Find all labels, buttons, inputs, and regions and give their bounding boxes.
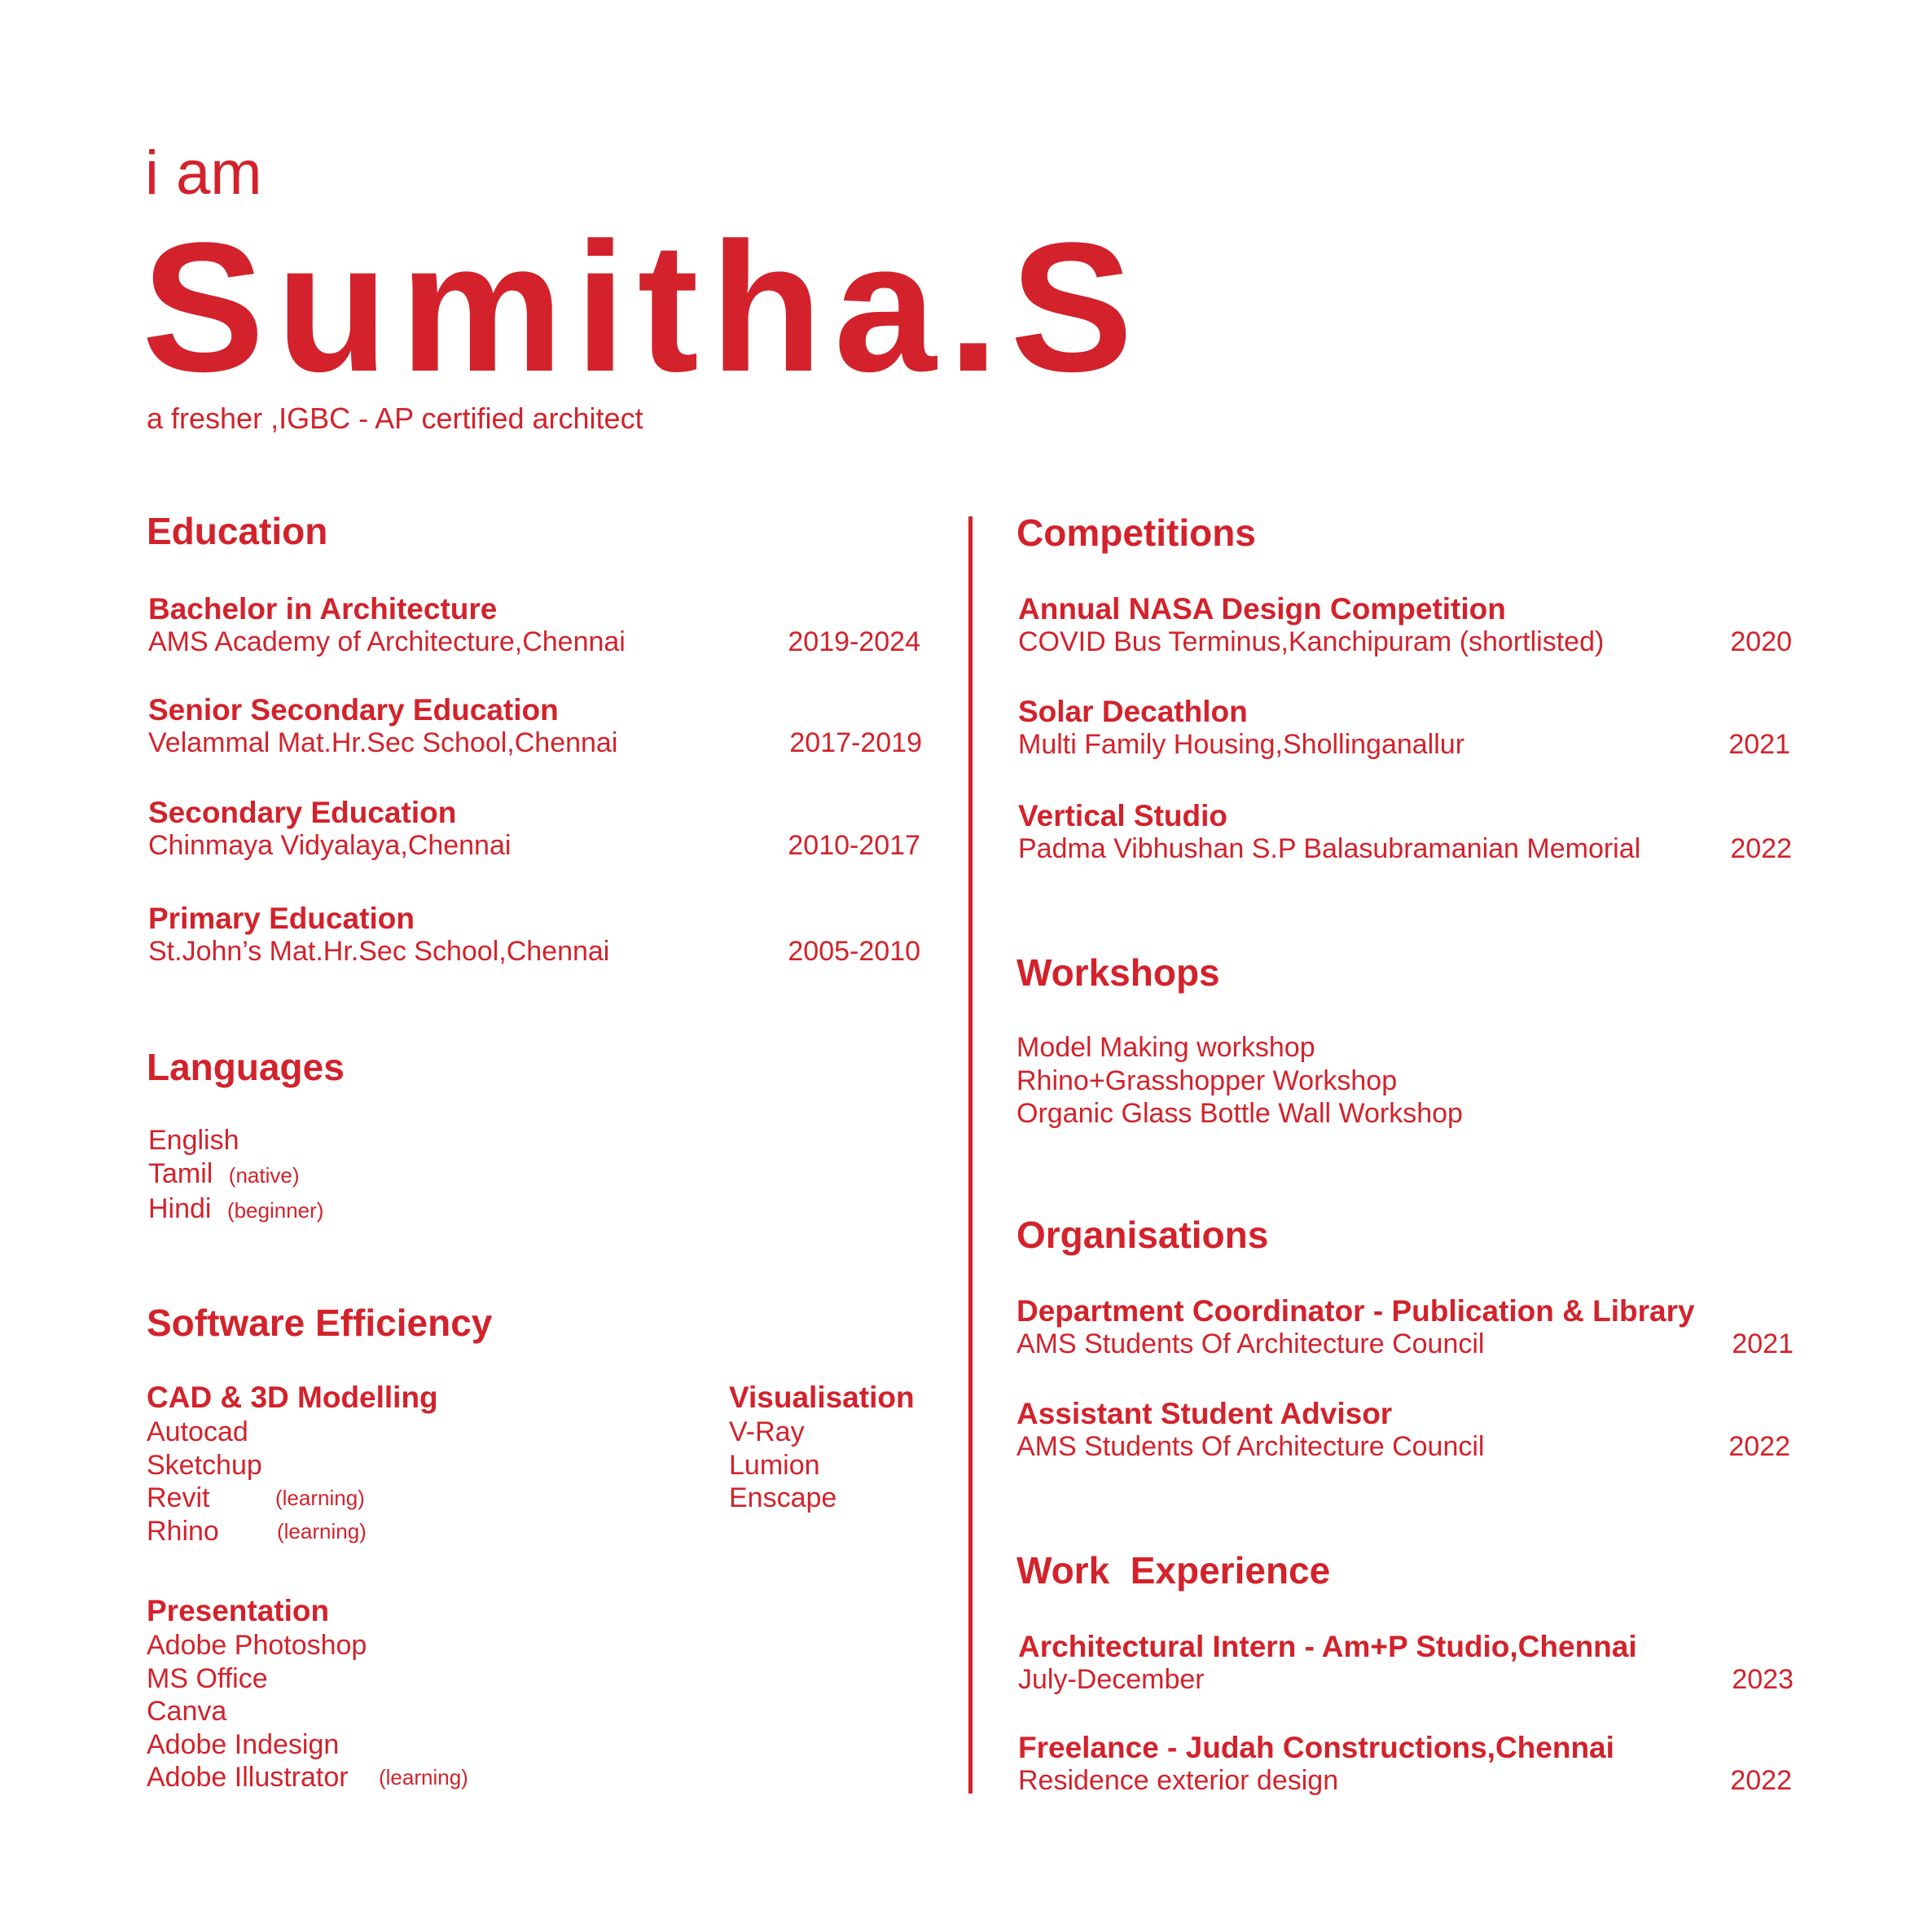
education-place: Velammal Mat.Hr.Sec School,Chennai	[148, 727, 618, 758]
visualisation-list	[729, 1416, 836, 1515]
cad-list	[147, 1416, 472, 1548]
organisation-year: 2022	[1728, 1431, 1790, 1462]
tagline: a fresher ,IGBC - AP certified architect	[147, 402, 643, 435]
education-title: Bachelor in Architecture	[148, 592, 498, 626]
workshop-item: Model Making workshop	[1016, 1032, 1315, 1063]
language-name: Tamil	[148, 1157, 213, 1189]
education-years: 2019-2024	[788, 626, 920, 657]
software-item	[147, 1482, 472, 1515]
competition-year: 2022	[1730, 833, 1792, 864]
work-year: 2023	[1732, 1664, 1794, 1695]
presentation-heading: Presentation	[147, 1594, 330, 1627]
software-name: Rhino	[147, 1515, 219, 1547]
competition-title: Annual NASA Design Competition	[1018, 592, 1506, 626]
organisation-detail: AMS Students Of Architecture Council	[1016, 1431, 1485, 1462]
competition-detail: COVID Bus Terminus,Kanchipuram (shortlisted)	[1018, 626, 1605, 657]
language-level: (native)	[228, 1162, 300, 1188]
organisation-year: 2021	[1732, 1328, 1794, 1359]
workshops-list	[1016, 1031, 1463, 1131]
work-heading: Work Experience	[1016, 1549, 1331, 1592]
workshops-heading: Workshops	[1016, 951, 1220, 994]
education-title: Primary Education	[148, 902, 415, 935]
competition-year: 2020	[1730, 626, 1792, 657]
software-item	[147, 1416, 472, 1449]
language-item	[148, 1124, 323, 1157]
software-item	[147, 1662, 554, 1696]
competition-detail: Padma Vibhushan S.P Balasubramanian Memorial	[1018, 833, 1641, 864]
software-item: V-Ray	[729, 1416, 805, 1447]
language-name: English	[148, 1125, 239, 1156]
education-place: St.John’s Mat.Hr.Sec School,Chennai	[148, 936, 610, 967]
person-name: Sumitha.S	[142, 204, 1145, 410]
software-name: Revit	[147, 1482, 210, 1513]
presentation-list	[147, 1629, 554, 1794]
workshop-item: Rhino+Grasshopper Workshop	[1016, 1065, 1398, 1096]
education-place: Chinmaya Vidyalaya,Chennai	[148, 830, 512, 861]
software-item	[147, 1761, 554, 1794]
software-note: (learning)	[275, 1486, 365, 1510]
languages-heading: Languages	[147, 1046, 345, 1088]
software-heading: Software Efficiency	[147, 1302, 493, 1344]
software-item	[147, 1629, 554, 1662]
software-item: Lumion	[729, 1449, 820, 1481]
competition-title: Vertical Studio	[1018, 799, 1228, 832]
language-name: Hindi	[148, 1192, 212, 1224]
software-name: Sketchup	[147, 1449, 262, 1481]
software-note: (learning)	[379, 1765, 468, 1789]
software-note: (learning)	[277, 1518, 367, 1543]
language-item	[148, 1157, 323, 1192]
software-name: MS Office	[147, 1662, 268, 1694]
competitions-heading: Competitions	[1016, 512, 1256, 554]
software-item	[147, 1695, 554, 1728]
education-title: Secondary Education	[148, 796, 457, 829]
education-years: 2005-2010	[788, 936, 920, 967]
visualisation-heading: Visualisation	[729, 1381, 915, 1414]
software-item: Enscape	[729, 1482, 837, 1513]
work-year: 2022	[1730, 1765, 1792, 1796]
education-place: AMS Academy of Architecture,Chennai	[148, 626, 626, 657]
software-item	[147, 1515, 472, 1548]
work-title: Architectural Intern - Am+P Studio,Chennai	[1018, 1630, 1637, 1663]
workshop-item: Organic Glass Bottle Wall Workshop	[1016, 1098, 1463, 1129]
work-detail: Residence exterior design	[1018, 1765, 1339, 1796]
software-name: Adobe Indesign	[147, 1728, 340, 1760]
education-heading: Education	[147, 510, 328, 552]
competition-title: Solar Decathlon	[1018, 695, 1248, 728]
language-item	[148, 1192, 323, 1227]
organisation-title: Assistant Student Advisor	[1016, 1397, 1393, 1430]
column-divider	[968, 516, 973, 1794]
greeting: i am	[145, 138, 262, 208]
work-detail: July-December	[1018, 1664, 1205, 1695]
cad-heading: CAD & 3D Modelling	[147, 1381, 438, 1414]
competition-year: 2021	[1728, 729, 1790, 760]
organisation-title: Department Coordinator - Publication & Library	[1016, 1294, 1695, 1328]
organisation-detail: AMS Students Of Architecture Council	[1016, 1328, 1485, 1359]
education-years: 2010-2017	[788, 830, 920, 861]
education-title: Senior Secondary Education	[148, 693, 559, 727]
organisations-heading: Organisations	[1016, 1214, 1269, 1256]
education-years: 2017-2019	[789, 727, 922, 758]
work-title: Freelance - Judah Constructions,Chennai	[1018, 1731, 1614, 1764]
software-name: Autocad	[147, 1416, 248, 1447]
language-level: (beginner)	[226, 1197, 324, 1223]
software-item	[147, 1728, 554, 1762]
software-name: Adobe Photoshop	[147, 1630, 367, 1661]
software-item	[147, 1449, 472, 1482]
software-name: Canva	[147, 1696, 227, 1727]
competition-detail: Multi Family Housing,Shollinganallur	[1018, 729, 1465, 760]
languages-list	[148, 1124, 323, 1227]
software-name: Adobe Illustrator	[147, 1762, 349, 1793]
